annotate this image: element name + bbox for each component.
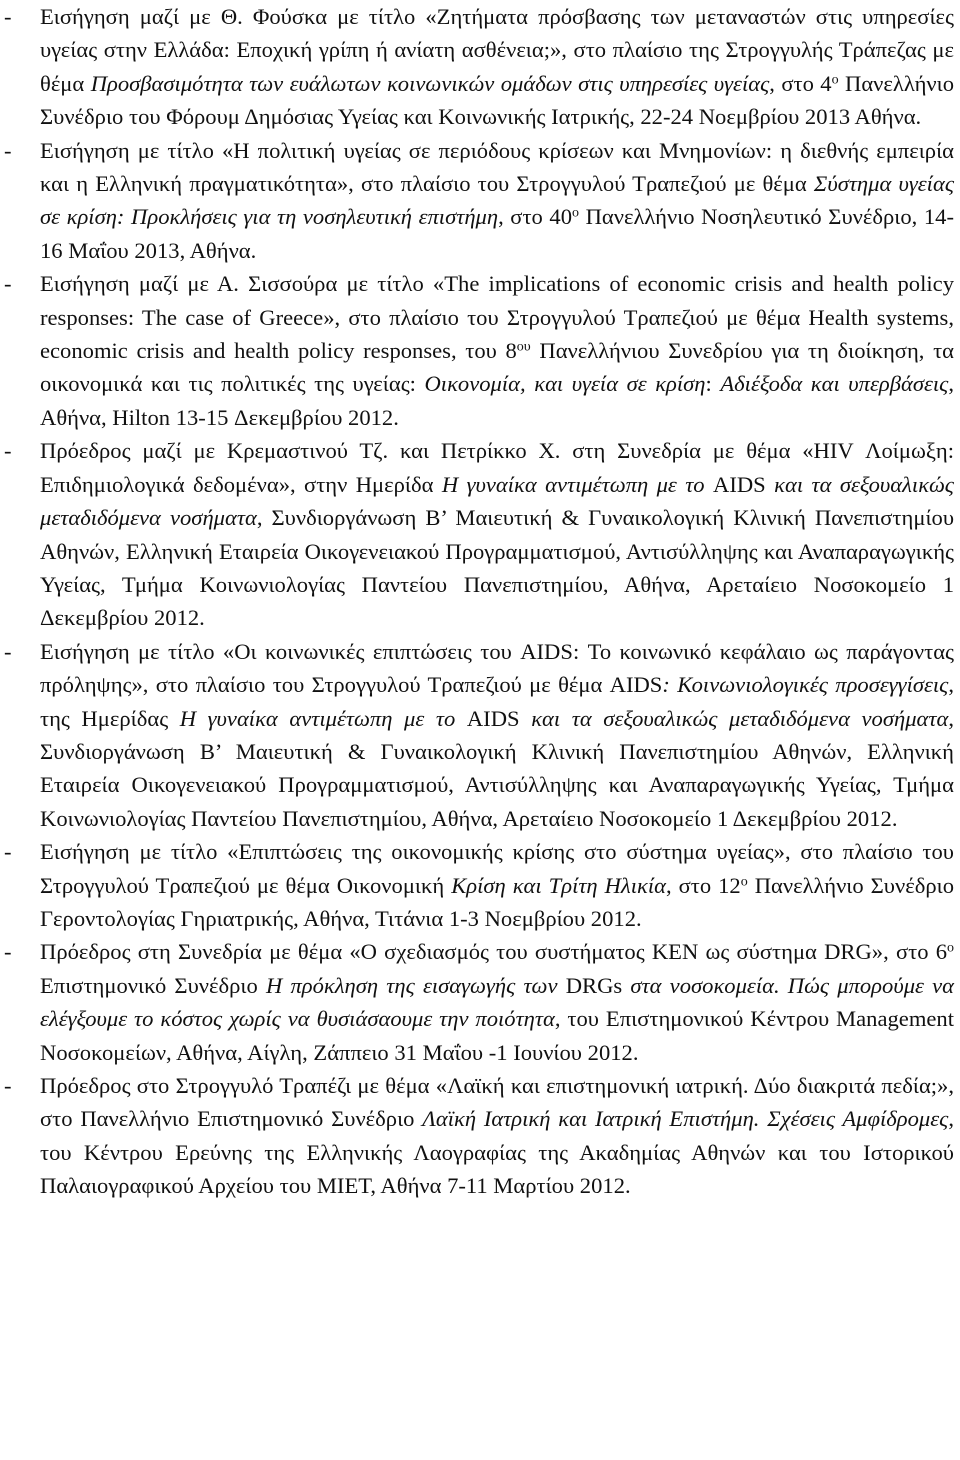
list-item	[0, 134, 960, 268]
italic-text: : Κοινωνιολογικές προσεγγίσεις	[662, 672, 949, 698]
list-item	[0, 635, 960, 835]
entry-text: , Αθήνα, Hilton 13-15 Δεκεμβρίου 2012.	[40, 371, 955, 430]
entry-text: AIDS	[455, 705, 532, 731]
list-bullet: -	[4, 1073, 12, 1098]
list-bullet: -	[4, 438, 12, 464]
entry-text: , του Κέντρου Ερεύνης της Ελληνικής Λαογραφίας της Ακαδημίας Αθηνών και του Ιστορικού Παλαιογραφικού Αρχείου του ΜΙΕΤ, Αθήνα 7-11 Μαρτίου 2012.	[40, 1106, 954, 1199]
list-item	[0, 0, 960, 134]
entry-text: Επιστημονικό Συνέδριο	[40, 972, 266, 998]
italic-text: Προσβασιμότητα των ευάλωτων κοινωνικών ομάδων στις υπηρεσίες υγείας	[90, 70, 770, 96]
list-bullet: -	[4, 839, 12, 865]
entry-text: Εισήγηση με τίτλο «Η πολιτική υγείας σε περιόδους κρίσεων και Μνημονίων: η διεθνής εμπειρία και η Ελληνική πραγματικότητα», στο πλαίσιο του Στρογγυλού Τραπεζιού με θέμα	[40, 137, 954, 197]
ordinal-superscript: ο	[947, 940, 954, 956]
italic-text: Οικονομία, και υγεία σε κρίση	[424, 371, 706, 397]
entry-text: , στο 4	[769, 70, 832, 96]
entry-text: Πανελλήνιο Νοσηλευτικό Συνέδριο, 14-16 Μαΐου 2013, Αθήνα.	[40, 204, 954, 263]
list-bullet: -	[4, 4, 12, 29]
entry-text: AIDS	[704, 471, 775, 497]
entry-text: Εισήγηση μαζί με Θ. Φούσκα με τίτλο «Ζητήματα πρόσβασης των μεταναστών στις υπηρεσίες υγείας στην Ελλάδα: Εποχική γρίπη ή ανίατη ασθένεια;», στο πλαίσιο της Στρογγυλής Τράπεζας με θέμα	[40, 4, 954, 96]
entry-text: :	[705, 371, 721, 397]
entry-text: , της Ημερίδας	[40, 672, 955, 731]
italic-text: Η πρόκληση της εισαγωγής των	[265, 972, 558, 998]
ordinal-superscript: ου	[516, 339, 531, 355]
entry-text: Εισήγηση με τίτλο «Οι κοινωνικές επιπτώσεις του AIDS: Το κοινωνικό κεφάλαιο ως παράγοντας πρόληψης», στο πλαίσιο του Στρογγυλού Τραπεζιού με θέμα AIDS	[40, 638, 954, 698]
italic-text: Λαϊκή Ιατρική και Ιατρική Επιστήμη. Σχέσεις Αμφίδρομες	[422, 1106, 949, 1132]
list-bullet: -	[4, 271, 12, 297]
italic-text: Σύστημα υγείας σε κρίση: Προκλήσεις για τη νοσηλευτική επιστήμη	[40, 171, 954, 230]
entry-text: Πανελλήνιου Συνεδρίου για τη διοίκηση, τα οικονομικά και τις πολιτικές της υγείας:	[40, 338, 955, 397]
entry-text: Πρόεδρος μαζί με Κρεμαστινού Τζ. και Πετρίκκο Χ. στη Συνεδρία με θέμα «HIV Λοίμωξη: Επιδημιολογικά δεδομένα», στην Ημερίδα	[40, 438, 954, 497]
italic-text: και τα σεξουαλικώς μεταδιδόμενα νοσήματα	[531, 705, 949, 731]
list-item	[0, 1069, 960, 1203]
entry-text: Πανελλήνιο Συνέδριο Γεροντολογίας Γηριατρικής, Αθήνα, Τιτάνια 1-3 Νοεμβρίου 2012.	[40, 872, 954, 931]
list-item	[0, 267, 960, 434]
entry-text: , στο 12	[665, 872, 741, 898]
list-item	[0, 835, 960, 935]
italic-text: Η γυναίκα αντιμέτωπη με το	[179, 705, 456, 731]
italic-text: Αδιέξοδα και υπερβάσεις	[720, 371, 949, 397]
italic-text: και τα σεξουαλικώς μεταδιδόμενα νοσήματα	[40, 471, 954, 531]
entry-text: , Συνδιοργάνωση Β’ Μαιευτική & Γυναικολογική Κλινική Πανεπιστημίου Αθηνών, Ελληνική Εταιρεία Οικογενειακού Προγραμματισμού, Αντισύλληψης και Αναπαραγωγικής Υγείας, Τμήμα Κοινωνιολογίας Παντείου Πανεπιστημίου, Αθήνα, Αρεταίειο Νοσοκομείο 1 Δεκεμβρίου 2012.	[40, 505, 955, 631]
entry-text: , Συνδιοργάνωση Β’ Μαιευτική & Γυναικολογική Κλινική Πανεπιστημίου Αθηνών, Ελληνική Εταιρεία Οικογενειακού Προγραμματισμού, Αντισύλληψης και Αναπαραγωγικής Υγείας, Τμήμα Κοινωνιολογίας Παντείου Πανεπιστημίου, Αθήνα, Αρεταίειο Νοσοκομείο 1 Δεκεμβρίου 2012.	[40, 705, 955, 831]
entry-text: Εισήγηση μαζί με Α. Σισσούρα με τίτλο «The implications of economic crisis and health policy responses: The case of Greece», στο πλαίσιο του Στρογγυλού Τραπεζιού με θέμα Health systems, economic crisis and health policy responses, του 8	[40, 271, 954, 364]
list-bullet: -	[4, 638, 12, 664]
entry-text: Πρόεδρος στη Συνεδρία με θέμα «Ο σχεδιασμός του συστήματος ΚΕΝ ως σύστημα DRG», στο 6	[40, 939, 947, 965]
list-item	[0, 434, 960, 634]
italic-text: στα νοσοκομεία. Πώς μπορούμε να ελέγξουμε το κόστος χωρίς να θυσιάσαουμε την ποιότητα	[40, 972, 955, 1032]
entry-text: Πρόεδρος στο Στρογγυλό Τραπέζι με θέμα «Λαϊκή και επιστημονική ιατρική. Δύο διακριτά πεδία;», στο Πανελλήνιο Επιστημονικό Συνέδριο	[40, 1073, 954, 1132]
list-item	[0, 935, 960, 1069]
entry-text: , του Επιστημονικού Κέντρου Management Νοσοκομείων, Αθήνα, Αίγλη, Ζάππειο 31 Μαΐου -1 Ιουνίου 2012.	[40, 1006, 954, 1065]
italic-text: Κρίση και Τρίτη Ηλικία	[451, 872, 666, 898]
entry-text: DRGs	[557, 972, 631, 998]
ordinal-superscript: ο	[831, 72, 839, 88]
italic-text: Η γυναίκα αντιμέτωπη με το	[441, 471, 705, 497]
entry-text: Εισήγηση με τίτλο «Επιπτώσεις της οικονομικής κρίσης στο σύστημα υγείας», στο πλαίσιο του Στρογγυλού Τραπεζιού με θέμα Οικονομική	[40, 839, 954, 898]
entry-text: Πανελλήνιο Συνέδριο του Φόρουμ Δημόσιας Υγείας και Κοινωνικής Ιατρικής, 22-24 Νοεμβρίου 2013 Αθήνα.	[40, 70, 954, 130]
entry-text: , στο 40	[498, 204, 573, 230]
list-bullet: -	[4, 939, 12, 965]
list-bullet: -	[4, 137, 12, 163]
ordinal-superscript: ο	[740, 873, 748, 889]
ordinal-superscript: ο	[572, 205, 580, 221]
